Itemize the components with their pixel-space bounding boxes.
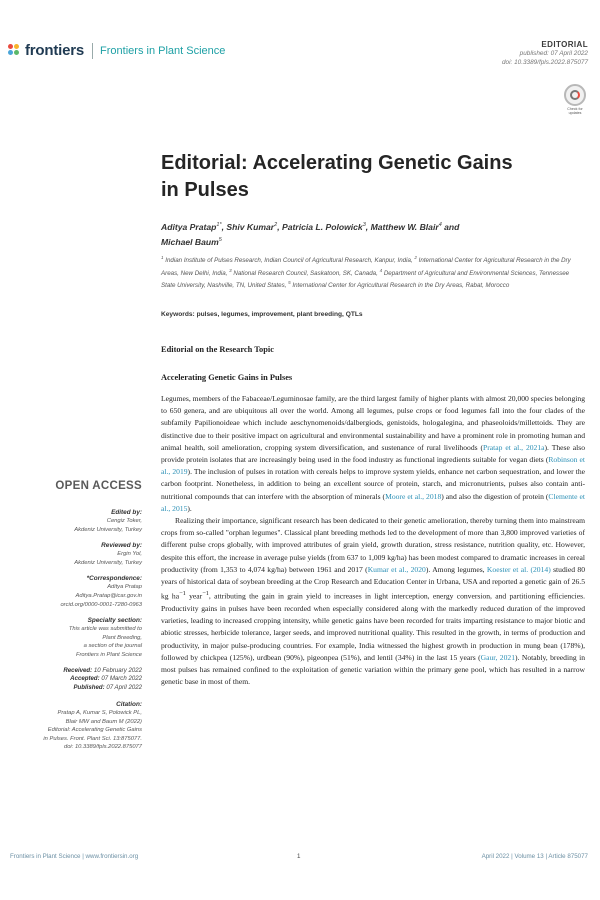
text-run: year [185,591,203,601]
text-run: ) and also the digestion of protein ( [441,491,549,501]
text-run: ). Notably, breeding in most pulses has remained confined to the exploitation of genetic variation within the primary gene pool, which has resulted in a narrow genetic base in most of them. [161,652,585,687]
author-sup: 4 [438,222,442,228]
check-updates-label: Check for updates [567,107,583,115]
paragraph-2 [161,515,585,688]
affiliation: National Research Council, Saskatoon, SK, Canada, [233,269,378,277]
keywords [161,311,581,318]
published-value: 07 April 2022 [106,684,142,692]
page-number: 1 [297,853,301,860]
author-list: Aditya Pratap$^{1*}$, Shiv Kumar$^2$, Patricia L. Polowick$^3$, Matthew W. Blair$^4$ and Michael Baum$^5$ [161,221,460,247]
superscript: −1 [179,590,186,598]
specialty-text: Plant Breeding, [102,634,142,641]
article-title [161,150,571,204]
correspondent-orcid[interactable]: orcid.org/0000-0001-7280-0963 [60,601,142,608]
citation-link[interactable]: Clemente et al., 2015 [161,491,585,513]
author-name[interactable]: Shiv Kumar [226,221,275,232]
affil-sup: 3 [229,267,232,273]
article-dates [12,667,142,693]
edited-by-label: Edited by: [111,509,142,516]
article-doi[interactable]: doi: 10.3389/fpls.2022.875077 [502,59,588,66]
specialty-text: Frontiers in Plant Science [75,651,142,658]
author-sup: 5 [218,236,222,243]
title-line-2: in Pulses [161,179,249,201]
footer-volume-info: April 2022 | Volume 13 | Article 875077 [481,853,588,860]
frontiers-logo[interactable] [8,42,225,59]
affil-sup: 5 [288,280,291,286]
footer-journal-link[interactable]: Frontiers in Plant Science | www.frontiersin.org [10,853,139,860]
author-sup: 3 [362,222,366,228]
author-name[interactable]: Matthew W. Blair [370,221,439,232]
citation-text: Pratap A, Kumar S, Polowick PL, [57,709,142,716]
open-access-label: OPEN ACCESS [55,480,142,492]
correspondent-email[interactable]: Aditya.Pratap@icar.gov.in [75,592,142,599]
accepted-date [12,675,142,684]
text-run: ). The inclusion of pulses in rotation with cereals helps to improve system yields, enhance net carbon sequestration, and lower the carbon footprint. Nonetheless, in addition to being an excellent source of protein, starch, and micronutrients, pulses also contain anti-nutritional compounds that can interfere with the absorption of minerals ( [161,467,585,501]
specialty-text: a section of the journal [83,643,142,650]
citation-link[interactable]: Gaur, 2021 [480,652,515,662]
correspondent-name: Aditya Pratap [107,584,142,591]
edited-by [12,508,142,534]
published-label: Published: [73,684,105,692]
citation-link[interactable]: Robinson et al., 2019 [161,455,586,477]
received-label: Received: [63,666,93,674]
correspondence [12,574,142,609]
affil-sup: 1 [161,255,164,260]
check-for-updates-button[interactable] [563,84,587,118]
author-name[interactable]: Aditya Pratap [161,221,217,232]
affiliation: International Center for Agricultural Research in the Dry Areas, Rabat, Morocco [292,282,510,290]
text-run: Legumes, members of the Fabaceae/Leguminosae family, are the third largest family of higher plants with almost 20,000 species belonging to 650 genera, and are ubiquitous all over the world. Among all legumes, pulse crops or food legumes fall into the four clades of the subfamily Papilionoideae which include aeschynomenoids/dalbergiods, genistoids, hologalegina, and phaseoloids/millettoids. They are distinctive due to their positive impact on agricultural and environmental sustainability and have a prominent role in promoting human and animal health, soil amelioration, cropping system diversification, and sustenance of rural livelihoods ( [161,394,585,452]
citation-link[interactable]: Moore et al., 2018 [385,491,442,501]
logo-divider [92,43,93,59]
citation-text: Blair MW and Baum M (2022) [65,718,142,725]
text-run: , attributing the gain in grain yield to increases in light interception, energy conversion, and partitioning efficiencies. Productivity gains in pulses have been recorded when especially considered along with the markedly reduced duration of the improved varieties, leading to increased cropping intensity, while genetic gains have been recorded for traits imparting resistance to major biotic and abiotic stresses, herbicide tolerance, larger seeds, and improved nutritional quality. This resulted in the growth, in terms of production and productivity, in major pulse-producing countries. For example, India witnessed the highest growth in production in mung bean (178%), followed by chickpea (125%), urdbean (90%), pigeonpea (51%), and lentil (34%) in the last 15 years ( [161,591,585,662]
superscript: −1 [202,590,209,598]
editor-name[interactable]: Cengiz Toker, [106,518,142,524]
keywords-list: pulses, legumes, improvement, plant breeding, QTLs [196,311,363,318]
correspondence-label: *Correspondence: [86,575,142,583]
editor-affiliation: Akdeniz University, Turkey [74,526,142,533]
reviewed-by [12,541,142,567]
article-sidebar [12,480,142,759]
affiliations [161,253,581,291]
article-meta [502,40,588,67]
citation-link[interactable]: Pratap et al., 2021a [483,442,545,452]
citation-text: Editorial: Accelerating Genetic Gains [47,727,142,734]
article-body [161,393,585,688]
affil-sup: 4 [379,267,383,273]
journal-name[interactable]: Frontiers in Plant Science [100,44,226,57]
author-name[interactable]: Patricia L. Polowick [282,221,363,232]
citation-link[interactable]: Koester et al. (2014) [486,564,551,574]
section-heading-topic-title[interactable]: Accelerating Genetic Gains in Pulses [161,373,293,382]
reviewed-by-label: Reviewed by: [101,542,142,550]
accepted-label: Accepted: [70,675,100,683]
received-value: 10 February 2022 [93,666,142,674]
citation-doi[interactable]: doi: 10.3389/fpls.2022.875077 [63,744,142,751]
affil-sup: 2 [414,255,417,260]
text-run: Realizing their importance, significant research has been dedicated to their genetic amelioration, thereby turning them into mainstream crops from so-called "orphan legumes". Classical plant breeding methods led to the development of more than 3,800 improved varieties of different pulse crops globally, with improved attributes of grain yield, growth duration, stress resistance, nutrition quality, etc. However, despite this effort, the increase in average pulse yields (from 637 to 1,009 kg/ha) has been modest compared to dramatic increases in cereal productivity (from 1,353 to 4,074 kg/ha) between 1961 and 2017 ( [161,516,585,574]
citation-text: in Pulses. Front. Plant Sci. 13:875077. [43,735,142,742]
received-date [12,667,142,676]
specialty-label: Specialty section: [87,617,142,625]
title-line-1: Editorial: Accelerating Genetic Gains [161,152,513,174]
text-run: studied 80 years of historical data of soybean breeding at the Crop Research and Education Center in Urbana, USA and reported a genetic gain of 26.5 kg ha [161,564,585,601]
affiliation: International Center for Agricultural Research in the Dry Areas, New Delhi, India, [161,257,571,277]
author-sup: 2 [274,222,278,228]
published-date-sidebar [12,684,142,693]
author-name[interactable]: Michael Baum [161,236,219,247]
text-run: ). [187,503,192,513]
reviewer-affiliation: Akdeniz University, Turkey [74,559,142,566]
text-run: ). Among legumes, [425,564,487,574]
keywords-label: Keywords: [161,311,195,318]
specialty-section [12,616,142,659]
citation [12,700,142,752]
article-type: EDITORIAL [541,40,588,49]
text-run: ). These also provide protein isolates that are increasingly being used in the food industry as functional ingredients suitable for vegan diets ( [161,442,585,465]
citation-link[interactable]: Kumar et al., 2020 [367,564,426,574]
paragraph-1 [161,393,585,515]
citation-label: Citation: [116,700,142,708]
affiliation: Department of Agricultural and Environmental Sciences, Tennessee State University, Nashville, TN, United States, [161,269,570,290]
logo-wordmark: frontiers [25,42,85,59]
reviewer-name[interactable]: Ergin Yol, [117,551,142,558]
author-sup: 1* [216,222,222,228]
accepted-value: 07 March 2022 [101,675,142,683]
section-heading-research-topic: Editorial on the Research Topic [161,345,274,354]
published-date: published: 07 April 2022 [519,50,588,57]
specialty-text: This article was submitted to [68,626,142,633]
check-updates-icon [564,84,586,106]
affiliation: Indian Institute of Pulses Research, Indian Council of Agricultural Research, Kanpur, India, [165,257,413,265]
frontiers-logo-icon [8,44,22,58]
